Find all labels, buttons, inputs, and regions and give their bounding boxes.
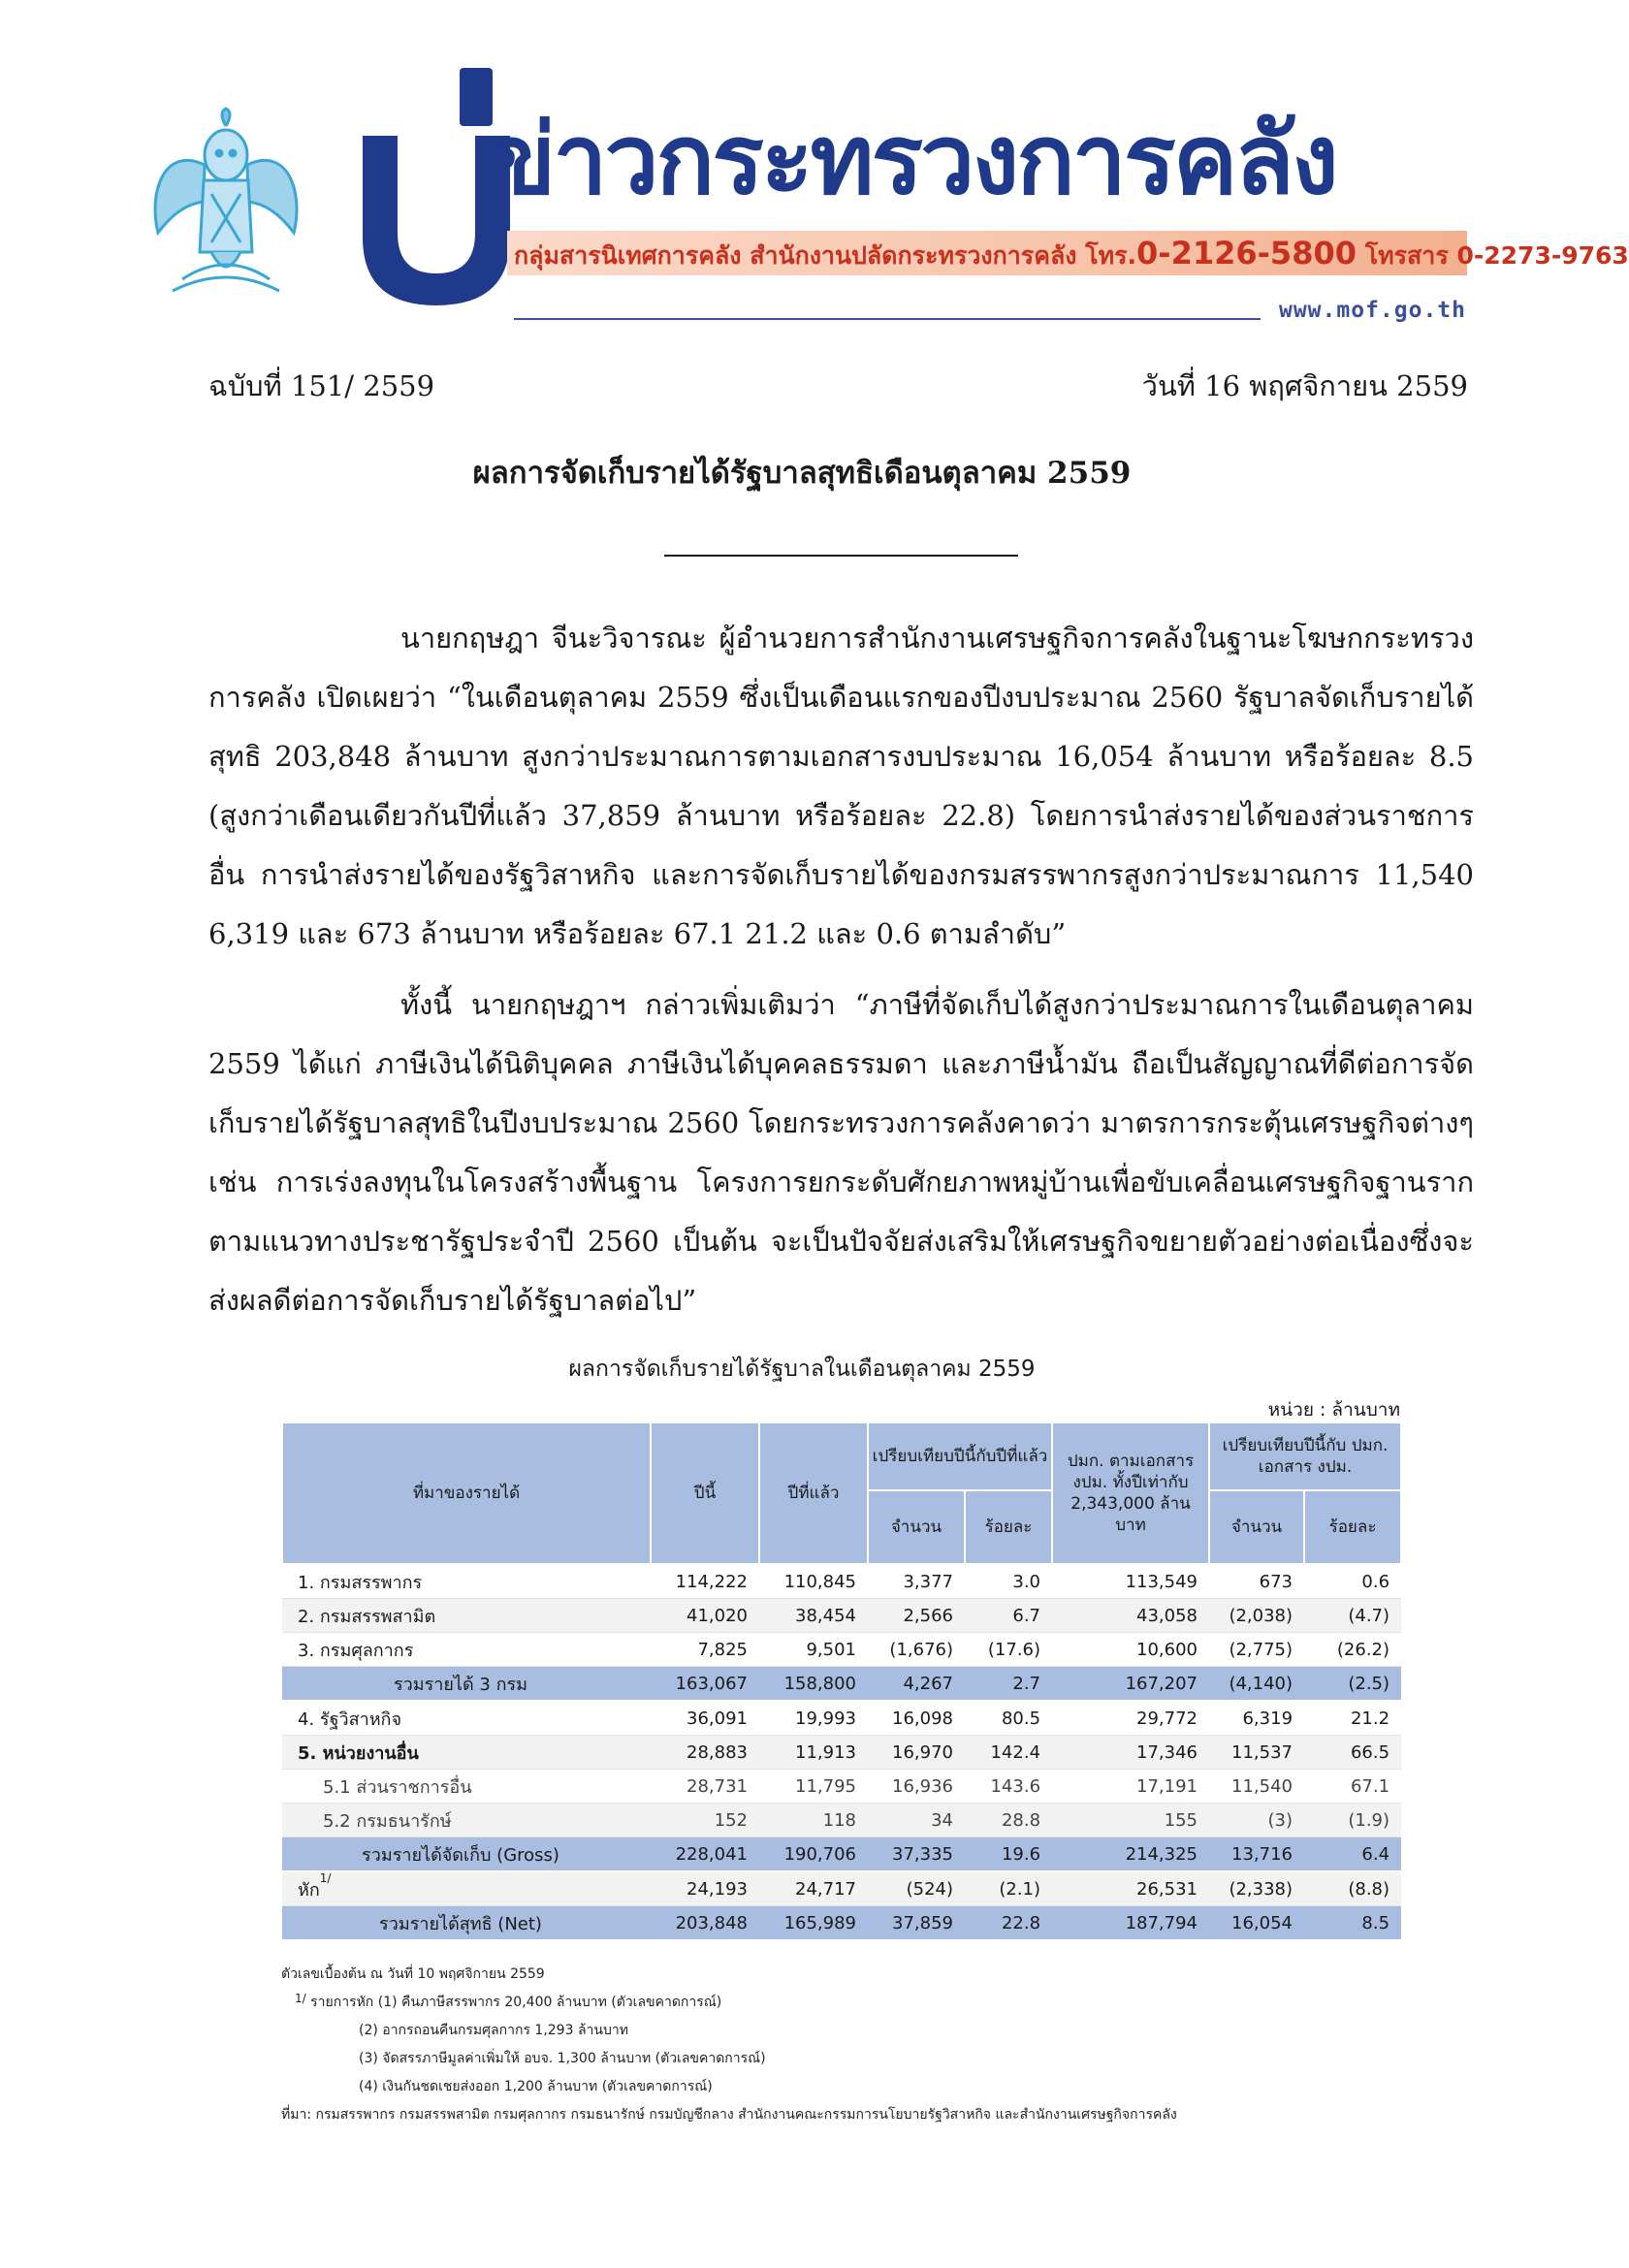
- cell-value: 80.5: [965, 1701, 1052, 1736]
- row-label: [282, 1871, 651, 1906]
- cell-value: (8.8): [1304, 1871, 1401, 1906]
- document-title: ผลการจัดเก็บรายได้รัฐบาลสุทธิเดือนตุลาคม 2559: [472, 456, 1132, 491]
- cell-value: 43,058: [1052, 1599, 1209, 1633]
- cell-value: (26.2): [1304, 1633, 1401, 1667]
- cell-value: 9,501: [759, 1633, 868, 1667]
- footnote-item: (2) อากรถอนคืนกรมศุลกากร 1,293 ล้านบาท: [359, 2023, 628, 2038]
- cell-value: 142.4: [965, 1736, 1052, 1770]
- header-this-year: ปีนี้: [651, 1422, 759, 1564]
- cell-value: 17,191: [1052, 1770, 1209, 1804]
- cell-value: (1.9): [1304, 1804, 1401, 1837]
- cell-value: 8.5: [1304, 1906, 1401, 1941]
- table-row: [282, 1906, 1401, 1941]
- table-row: [282, 1837, 1401, 1872]
- table-row: [282, 1667, 1401, 1702]
- cell-value: 118: [759, 1804, 868, 1837]
- cell-value: 165,989: [759, 1906, 868, 1941]
- row-label-text: 5.1 ส่วนราชการอื่น: [323, 1776, 472, 1798]
- table-title: ผลการจัดเก็บรายได้รัฐบาลในเดือนตุลาคม 2559: [568, 1357, 1036, 1382]
- fax-label: โทรสาร: [1364, 241, 1449, 270]
- cell-value: 167,207: [1052, 1667, 1209, 1702]
- contact-info: [514, 231, 1629, 275]
- cell-value: 16,970: [868, 1736, 965, 1770]
- phone-number: 0-2126-5800: [1136, 235, 1357, 272]
- cell-value: (2.1): [965, 1871, 1052, 1906]
- row-label: [282, 1906, 651, 1941]
- cell-value: (4.7): [1304, 1599, 1401, 1633]
- footnote-source: ที่มา: กรมสรรพากร กรมสรรพสามิต กรมศุลกากร กรมธนารักษ์ กรมบัญชีกลาง สำนักงานคณะกรรมการนโยบายรัฐวิสาหกิจ และสำนักงานเศรษฐกิจการคลัง: [281, 2107, 1177, 2123]
- cell-value: 155: [1052, 1804, 1209, 1837]
- cell-value: 28.8: [965, 1804, 1052, 1837]
- table-row: [282, 1599, 1401, 1633]
- cell-value: 37,335: [868, 1837, 965, 1872]
- cell-value: 3,377: [868, 1564, 965, 1599]
- cell-value: 17,346: [1052, 1736, 1209, 1770]
- row-label-text: 4. รัฐวิสาหกิจ: [298, 1709, 402, 1730]
- row-label-text: รวมรายได้จัดเก็บ (Gross): [362, 1844, 559, 1866]
- cell-value: 187,794: [1052, 1906, 1209, 1941]
- cell-value: 11,540: [1209, 1770, 1304, 1804]
- cell-value: 28,883: [651, 1736, 759, 1770]
- footnote-item: (4) เงินกันชดเชยส่งออก 1,200 ล้านบาท (ตัวเลขคาดการณ์): [359, 2079, 713, 2094]
- cell-value: 203,848: [651, 1906, 759, 1941]
- cell-value: 16,936: [868, 1770, 965, 1804]
- issue-date: วันที่ 16 พฤศจิกายน 2559: [1141, 369, 1468, 402]
- table-row: [282, 1871, 1401, 1906]
- row-label-text: หัก: [298, 1879, 320, 1901]
- footnote-preliminary: ตัวเลขเบื้องต้น ณ วันที่ 10 พฤศจิกายน 2559: [281, 1966, 545, 1982]
- cell-value: 163,067: [651, 1667, 759, 1702]
- header-estimate: ปมก. ตามเอกสาร งปม. ทั้งปีเท่ากับ 2,343,000 ล้านบาท: [1052, 1422, 1209, 1564]
- cell-value: 19,993: [759, 1701, 868, 1736]
- paragraph-1: [208, 609, 1474, 964]
- row-label-text: 5.2 กรมธนารักษ์: [323, 1810, 452, 1832]
- cell-value: 6.4: [1304, 1837, 1401, 1872]
- header-amount-1: จำนวน: [868, 1490, 965, 1564]
- cell-value: 34: [868, 1804, 965, 1837]
- cell-value: 143.6: [965, 1770, 1052, 1804]
- row-label-text: 5. หน่วยงานอื่น: [298, 1742, 419, 1764]
- footnote-item: (3) จัดสรรภาษีมูลค่าเพิ่มให้ อบจ. 1,300 ล้านบาท (ตัวเลขคาดการณ์): [359, 2051, 766, 2066]
- footnote-mark: 1/: [319, 1870, 332, 1885]
- header-rule: [514, 318, 1261, 320]
- row-label: [282, 1701, 651, 1736]
- cell-value: 16,054: [1209, 1906, 1304, 1941]
- garuda-emblem-icon: [144, 107, 308, 301]
- row-label: [282, 1804, 651, 1837]
- cell-value: 24,717: [759, 1871, 868, 1906]
- cell-value: 10,600: [1052, 1633, 1209, 1667]
- issue-number: ฉบับที่ 151/ 2559: [208, 369, 435, 402]
- header-percent-1: ร้อยละ: [965, 1490, 1052, 1564]
- cell-value: (4,140): [1209, 1667, 1304, 1702]
- footnotes: [281, 1961, 1425, 2129]
- paragraph-2-text: ทั้งนี้ นายกฤษฎาฯ กล่าวเพิ่มเติมว่า “ภาษีที่จัดเก็บได้สูงกว่าประมาณการในเดือนตุลาคม 2559 ได้แก่ ภาษีเงินได้นิติบุคคล ภาษีเงินได้บุคคลธรรมดา และภาษีน้ำมัน ถือเป็นสัญญาณที่ดีต่อการจัดเก็บรายได้รัฐบาลสุทธิในปีงบประมาณ 2560 โดยกระทรวงการคลังคาดว่า มาตรการกระตุ้นเศรษฐกิจต่างๆ เช่น การเร่งลงทุนในโครงสร้างพื้นฐาน โครงการยกระดับศักยภาพหมู่บ้านเพื่อขับเคลื่อนเศรษฐกิจฐานรากตามแนวทางประชารัฐประจำปี 2560 เป็นต้น จะเป็นปัจจัยส่งเสริมให้เศรษฐกิจขยายตัวอย่างต่อเนื่องซึ่งจะส่งผลดีต่อการจัดเก็บรายได้รัฐบาลต่อไป”: [208, 988, 1474, 1317]
- fax-number: 0-2273-9763: [1456, 241, 1629, 270]
- row-label-text: 2. กรมสรรพสามิต: [298, 1606, 436, 1627]
- cell-value: 24,193: [651, 1871, 759, 1906]
- cell-value: 11,537: [1209, 1736, 1304, 1770]
- cell-value: 21.2: [1304, 1701, 1401, 1736]
- table-row: [282, 1633, 1401, 1667]
- row-label: [282, 1633, 651, 1667]
- contact-prefix: กลุ่มสารนิเทศการคลัง สำนักงานปลัดกระทรวงการคลัง โทร.: [514, 241, 1137, 270]
- cell-value: 113,549: [1052, 1564, 1209, 1599]
- cell-value: 2,566: [868, 1599, 965, 1633]
- cell-value: 152: [651, 1804, 759, 1837]
- revenue-table: [281, 1421, 1402, 1941]
- header-vs-last-year: เปรียบเทียบปีนี้กับปีที่แล้ว: [868, 1422, 1052, 1490]
- table-row: [282, 1564, 1401, 1599]
- cell-value: 0.6: [1304, 1564, 1401, 1599]
- cell-value: 29,772: [1052, 1701, 1209, 1736]
- row-label-text: 1. กรมสรรพากร: [298, 1572, 423, 1593]
- cell-value: 6.7: [965, 1599, 1052, 1633]
- cell-value: 4,267: [868, 1667, 965, 1702]
- row-label: [282, 1736, 651, 1770]
- table-unit: หน่วย : ล้านบาท: [1267, 1399, 1400, 1421]
- cell-value: 26,531: [1052, 1871, 1209, 1906]
- header-last-year: ปีที่แล้ว: [759, 1422, 868, 1564]
- cell-value: 22.8: [965, 1906, 1052, 1941]
- cell-value: 673: [1209, 1564, 1304, 1599]
- cell-value: 11,795: [759, 1770, 868, 1804]
- newsletter-title: ข่าวกระทรวงการคลัง: [490, 103, 1336, 216]
- cell-value: 19.6: [965, 1837, 1052, 1872]
- cell-value: 3.0: [965, 1564, 1052, 1599]
- header-source: ที่มาของรายได้: [282, 1422, 651, 1564]
- cell-value: 66.5: [1304, 1736, 1401, 1770]
- paragraph-2: [208, 975, 1474, 1330]
- cell-value: (1,676): [868, 1633, 965, 1667]
- cell-value: 41,020: [651, 1599, 759, 1633]
- cell-value: 36,091: [651, 1701, 759, 1736]
- cell-value: 190,706: [759, 1837, 868, 1872]
- cell-value: 228,041: [651, 1837, 759, 1872]
- cell-value: (3): [1209, 1804, 1304, 1837]
- cell-value: 11,913: [759, 1736, 868, 1770]
- cell-value: 38,454: [759, 1599, 868, 1633]
- row-label: [282, 1667, 651, 1702]
- header-percent-2: ร้อยละ: [1304, 1490, 1401, 1564]
- cell-value: (2,038): [1209, 1599, 1304, 1633]
- row-label-text: 3. กรมศุลกากร: [298, 1640, 414, 1661]
- row-label: [282, 1770, 651, 1804]
- table-row: [282, 1804, 1401, 1837]
- cell-value: 158,800: [759, 1667, 868, 1702]
- cell-value: 37,859: [868, 1906, 965, 1941]
- row-label: [282, 1599, 651, 1633]
- header-vs-estimate: เปรียบเทียบปีนี้กับ ปมก. เอกสาร งปม.: [1209, 1422, 1401, 1490]
- row-label-text: รวมรายได้ 3 กรม: [393, 1674, 528, 1695]
- cell-value: 13,716: [1209, 1837, 1304, 1872]
- footnote-mark: 1/: [295, 1992, 306, 2005]
- cell-value: 214,325: [1052, 1837, 1209, 1872]
- table-row: [282, 1770, 1401, 1804]
- cell-value: (17.6): [965, 1633, 1052, 1667]
- row-label: [282, 1837, 651, 1872]
- header-amount-2: จำนวน: [1209, 1490, 1304, 1564]
- row-label: [282, 1564, 651, 1599]
- table-row: [282, 1701, 1401, 1736]
- table-row: [282, 1736, 1401, 1770]
- title-underline: [664, 555, 1018, 557]
- cell-value: (524): [868, 1871, 965, 1906]
- cell-value: 6,319: [1209, 1701, 1304, 1736]
- cell-value: 110,845: [759, 1564, 868, 1599]
- cell-value: 67.1: [1304, 1770, 1401, 1804]
- row-label-text: รวมรายได้สุทธิ (Net): [379, 1913, 542, 1934]
- footnote-deduction-intro: รายการหัก (1) คืนภาษีสรรพากร 20,400 ล้านบาท (ตัวเลขคาดการณ์): [310, 1995, 722, 2010]
- cell-value: (2,338): [1209, 1871, 1304, 1906]
- paragraph-1-text: นายกฤษฎา จีนะวิจารณะ ผู้อำนวยการสำนักงานเศรษฐกิจการคลังในฐานะโฆษกกระทรวงการคลัง เปิดเผยว่า “ในเดือนตุลาคม 2559 ซึ่งเป็นเดือนแรกของปีงบประมาณ 2560 รัฐบาลจัดเก็บรายได้สุทธิ 203,848 ล้านบาท สูงกว่าประมาณการตามเอกสารงบประมาณ 16,054 ล้านบาท หรือร้อยละ 8.5 (สูงกว่าเดือนเดียวกันปีที่แล้ว 37,859 ล้านบาท หรือร้อยละ 22.8) โดยการนำส่งรายได้ของส่วนราชการอื่น การนำส่งรายได้ของรัฐวิสาหกิจ และการจัดเก็บรายได้ของกรมสรรพากรสูงกว่าประมาณการ 11,540 6,319 และ 673 ล้านบาท หรือร้อยละ 67.1 21.2 และ 0.6 ตามลำดับ”: [208, 622, 1474, 950]
- cell-value: 2.7: [965, 1667, 1052, 1702]
- cell-value: 28,731: [651, 1770, 759, 1804]
- footnote-deduction: [281, 1989, 1425, 2017]
- cell-value: 16,098: [868, 1701, 965, 1736]
- cell-value: 7,825: [651, 1633, 759, 1667]
- cell-value: (2.5): [1304, 1667, 1401, 1702]
- table-body: [282, 1564, 1401, 1940]
- website-link[interactable]: www.mof.go.th: [1278, 298, 1466, 323]
- cell-value: (2,775): [1209, 1633, 1304, 1667]
- cell-value: 114,222: [651, 1564, 759, 1599]
